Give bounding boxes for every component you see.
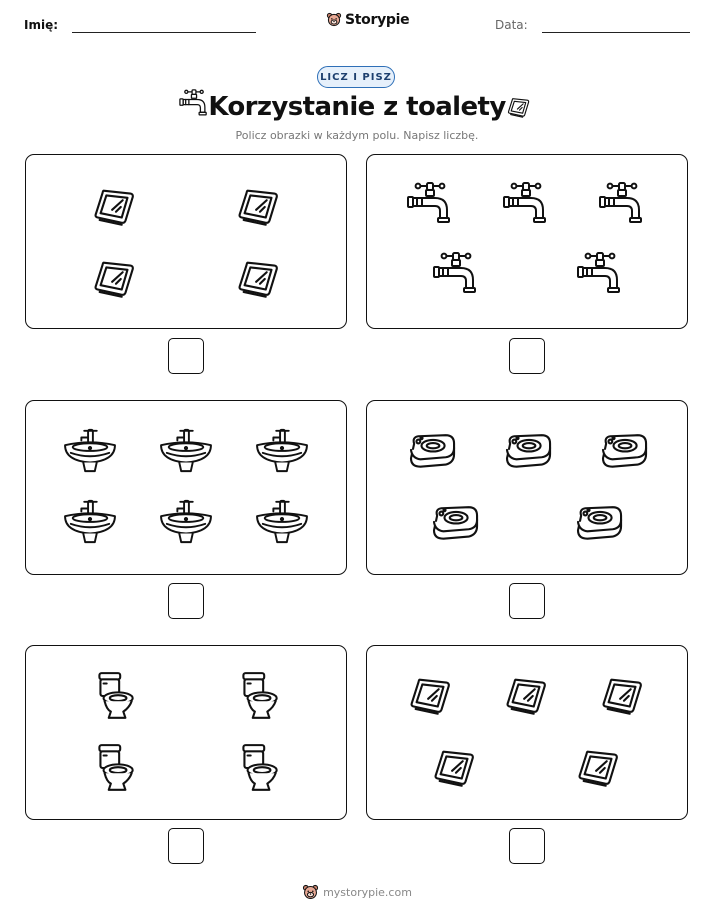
page-title: Korzystanie z toalety [208, 92, 506, 122]
answer-box-3[interactable] [168, 583, 204, 619]
sink-icon [157, 497, 215, 545]
faucet-icon [575, 250, 625, 300]
answer-box-1[interactable] [168, 338, 204, 374]
soap-icon [405, 431, 459, 473]
mirror-icon [506, 94, 532, 120]
brand-logo [326, 12, 409, 28]
soap-icon [572, 503, 626, 545]
answer-box-5[interactable] [168, 828, 204, 864]
counting-panel-4 [366, 400, 688, 575]
bear-logo-icon [302, 884, 319, 901]
answer-box-6[interactable] [509, 828, 545, 864]
name-label: Imię: [24, 18, 59, 32]
answer-box-4[interactable] [509, 583, 545, 619]
toilet-icon [238, 742, 280, 794]
mirror-icon [407, 671, 455, 719]
sink-icon [253, 426, 311, 474]
mirror-icon [599, 671, 647, 719]
toilet-icon [238, 670, 280, 722]
instructions: Policz obrazki w każdym polu. Napisz liczbę. [235, 129, 479, 142]
faucet-icon [501, 180, 551, 230]
counting-panel-5 [25, 645, 347, 820]
counting-panel-3 [25, 400, 347, 575]
sink-icon [61, 497, 119, 545]
soap-icon [501, 431, 555, 473]
footer-url[interactable]: mystorypie.com [323, 886, 412, 899]
counting-panel-1 [25, 154, 347, 329]
mirror-icon [91, 254, 139, 302]
bear-logo-icon [326, 12, 342, 28]
faucet-icon [597, 180, 647, 230]
sink-icon [253, 497, 311, 545]
faucet-icon [431, 250, 481, 300]
soap-icon [428, 503, 482, 545]
date-field-line[interactable] [542, 32, 690, 33]
toilet-icon [94, 742, 136, 794]
date-label: Data: [495, 18, 528, 32]
faucet-icon [405, 180, 455, 230]
mirror-icon [431, 743, 479, 791]
sink-icon [61, 426, 119, 474]
counting-panel-6 [366, 645, 688, 820]
toilet-icon [94, 670, 136, 722]
mirror-icon [235, 182, 283, 230]
mirror-icon [235, 254, 283, 302]
sink-icon [157, 426, 215, 474]
activity-badge: LICZ I PISZ [317, 66, 395, 88]
mirror-icon [503, 671, 551, 719]
mirror-icon [575, 743, 623, 791]
answer-box-2[interactable] [509, 338, 545, 374]
brand-name: Storypie [345, 12, 410, 28]
counting-panel-2 [366, 154, 688, 329]
soap-icon [597, 431, 651, 473]
footer [0, 884, 714, 901]
name-field-line[interactable] [72, 32, 256, 33]
mirror-icon [91, 182, 139, 230]
